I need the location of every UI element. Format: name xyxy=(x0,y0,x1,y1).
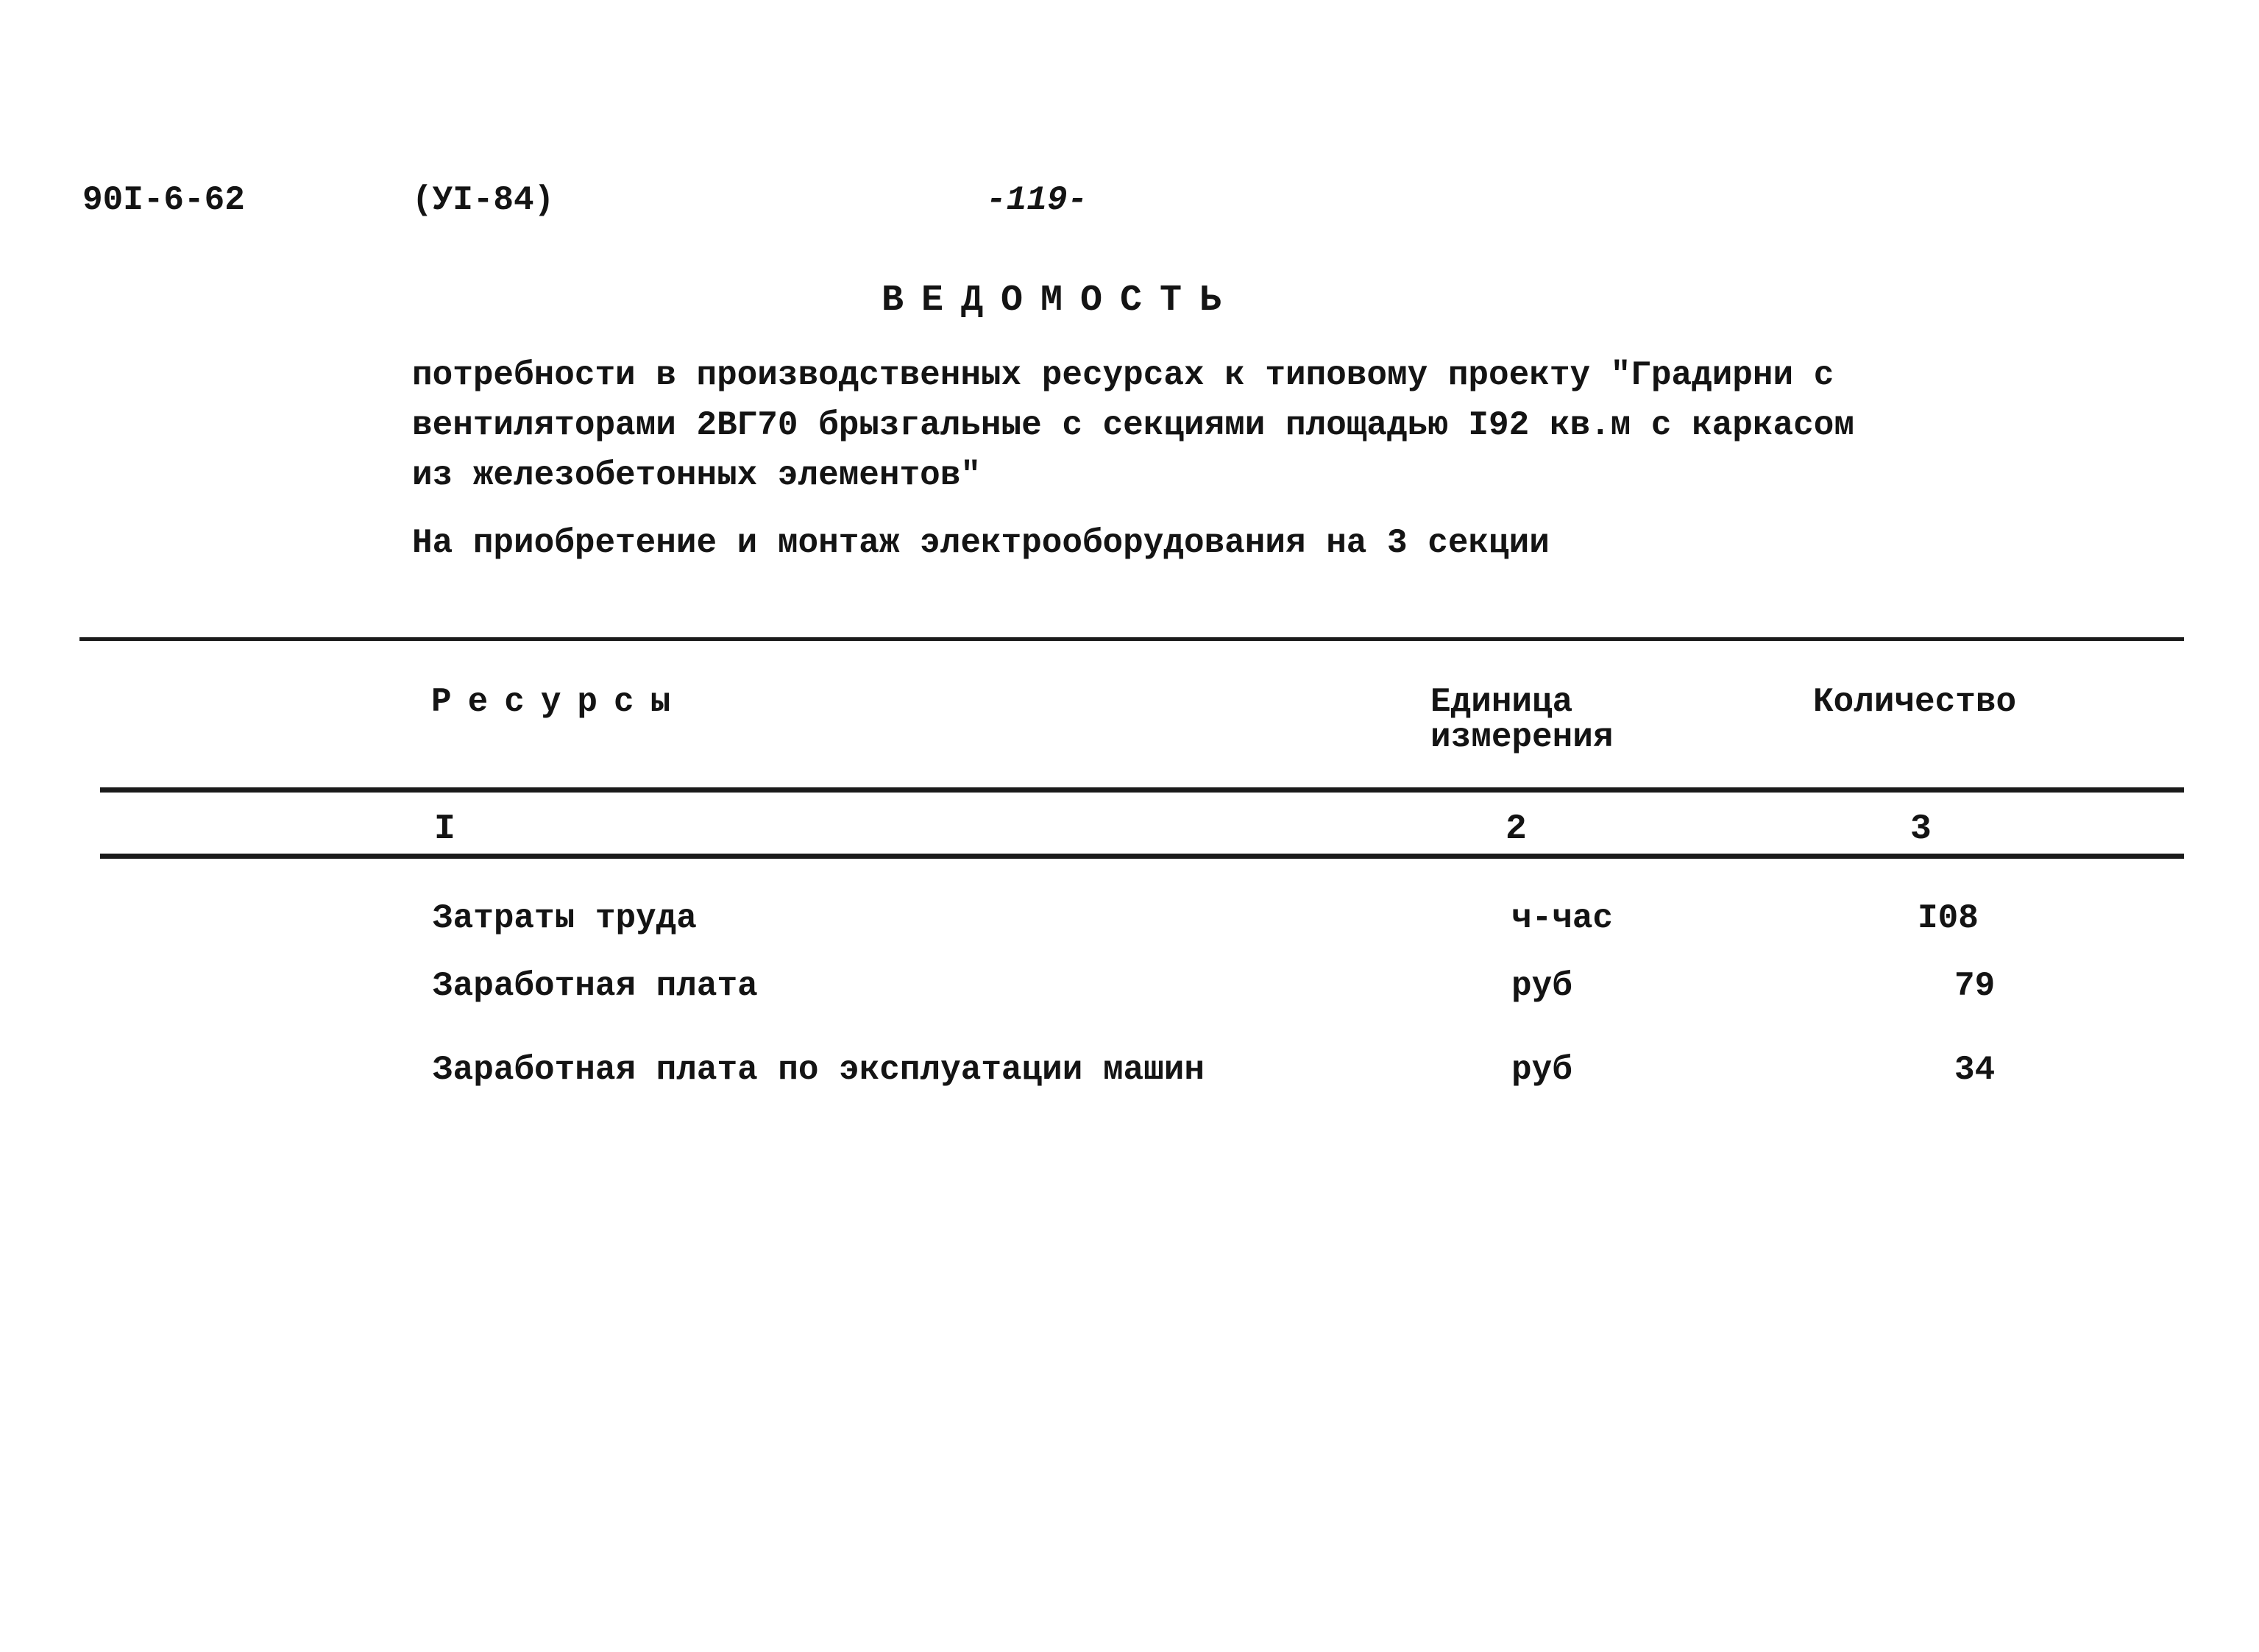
column-number-1: I xyxy=(434,809,455,849)
document-code: 90I-6-62 xyxy=(82,181,245,219)
description-line-3: из железобетонных элементов" xyxy=(412,456,981,494)
document-title: ВЕДОМОСТЬ xyxy=(882,280,1240,322)
row-unit: ч-час xyxy=(1511,899,1614,937)
row-resource-name: Заработная плата по эксплуатации машин xyxy=(433,1051,1205,1089)
column-number-3: 3 xyxy=(1910,809,1932,849)
scope-statement: На приобретение и монтаж электрооборудования на 3 секции xyxy=(412,524,1550,562)
row-unit: руб xyxy=(1511,967,1572,1005)
column-numbers-rule xyxy=(100,854,2184,859)
column-header-unit-line-2: измерения xyxy=(1430,718,1614,756)
row-quantity: 34 xyxy=(1954,1051,1996,1089)
page-number: -119- xyxy=(986,181,1088,219)
row-resource-name: Заработная плата xyxy=(433,967,758,1005)
column-header-unit-line-1: Единица xyxy=(1430,683,1573,721)
table-top-rule xyxy=(79,637,2184,641)
column-header-resources: Ресурсы xyxy=(431,683,687,721)
row-unit: руб xyxy=(1511,1051,1572,1089)
document-series: (УI-84) xyxy=(412,181,555,219)
row-quantity: 79 xyxy=(1954,967,1996,1005)
row-quantity: I08 xyxy=(1918,899,1979,937)
column-header-quantity: Количество xyxy=(1813,683,2017,721)
column-header-unit xyxy=(1430,684,1613,755)
column-number-2: 2 xyxy=(1506,809,1527,849)
row-resource-name: Затраты труда xyxy=(433,899,697,937)
description-line-2: вентиляторами 2ВГ70 брызгальные с секциями площадью I92 кв.м с каркасом xyxy=(412,406,1854,444)
header-bottom-rule xyxy=(100,787,2184,793)
description-line-1: потребности в производственных ресурсах к типовому проекту "Градирни с xyxy=(412,356,1834,394)
